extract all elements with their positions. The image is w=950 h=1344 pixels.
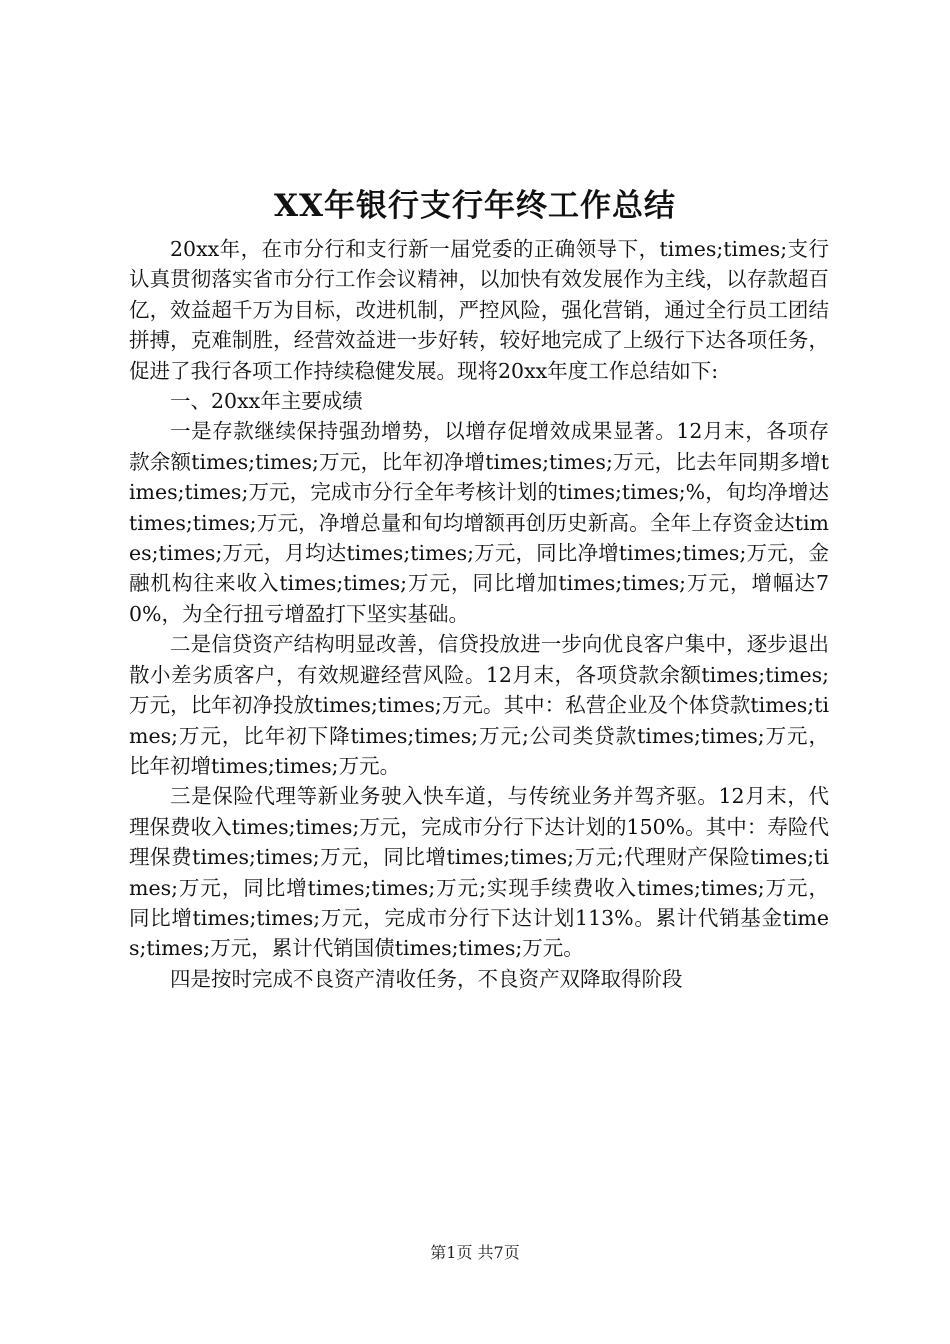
body-paragraph-3: 三是保险代理等新业务驶入快车道，与传统业务并驾齐驱。12月末，代理保费收入times;times;万元，完成市分行下达计划的150%。其中：寿险代理保费times;times;万元，同比增times;times;万元;代理财产保险times;times;万元，同比增times;times;万元;实现手续费收入times;times;万元，同比增times;times;万元，完成市分行下达计划113%。累计代销基金times;times;万元，累计代销国债times;times;万元。 — [129, 784, 829, 961]
body-paragraph-4: 四是按时完成不良资产清收任务，不良资产双降取得阶段 — [170, 966, 683, 991]
body-paragraph-1: 一是存款继续保持强劲增势，以增存促增效成果显著。12月末，各项存款余额times;times;万元，比年初净增times;times;万元，比去年同期多增times;times;万元，完成市分行全年考核计划的times;times;%，旬均净增达times;times;万元，净增总量和旬均增额再创历史新高。全年上存资金达times;times;万元，月均达times;times;万元，同比净增times;times;万元，金融机构往来收入times;times;万元，同比增加times;times;万元，增幅达70%，为全行扭亏增盈打下坚实基础。 — [129, 419, 829, 626]
page-title: XX年银行支行年终工作总结 — [273, 188, 677, 224]
body-paragraph-2: 二是信贷资产结构明显改善，信贷投放进一步向优良客户集中，逐步退出散小差劣质客户，有效规避经营风险。12月末，各项贷款余额times;times;万元，比年初净投放times;times;万元。其中：私营企业及个体贷款times;times;万元，比年初下降times;times;万元;公司类贷款times;times;万元，比年初增times;times;万元。 — [129, 632, 829, 778]
page-footer: 第1页 共7页 — [430, 1243, 520, 1262]
section-heading: 一、20xx年主要成绩 — [170, 389, 363, 414]
intro-paragraph: 20xx年，在市分行和支行新一届党委的正确领导下，times;times;支行认真贯彻落实省市分行工作会议精神，以加快有效发展作为主线，以存款超百亿，效益超千万为目标，改进机制，严控风险，强化营销，通过全行员工团结拼搏，克难制胜，经营效益进一步好转，较好地完成了上级行下达各项任务，促进了我行各项工作持续稳健发展。现将20xx年度工作总结如下: — [129, 237, 829, 383]
document-body — [129, 234, 829, 994]
